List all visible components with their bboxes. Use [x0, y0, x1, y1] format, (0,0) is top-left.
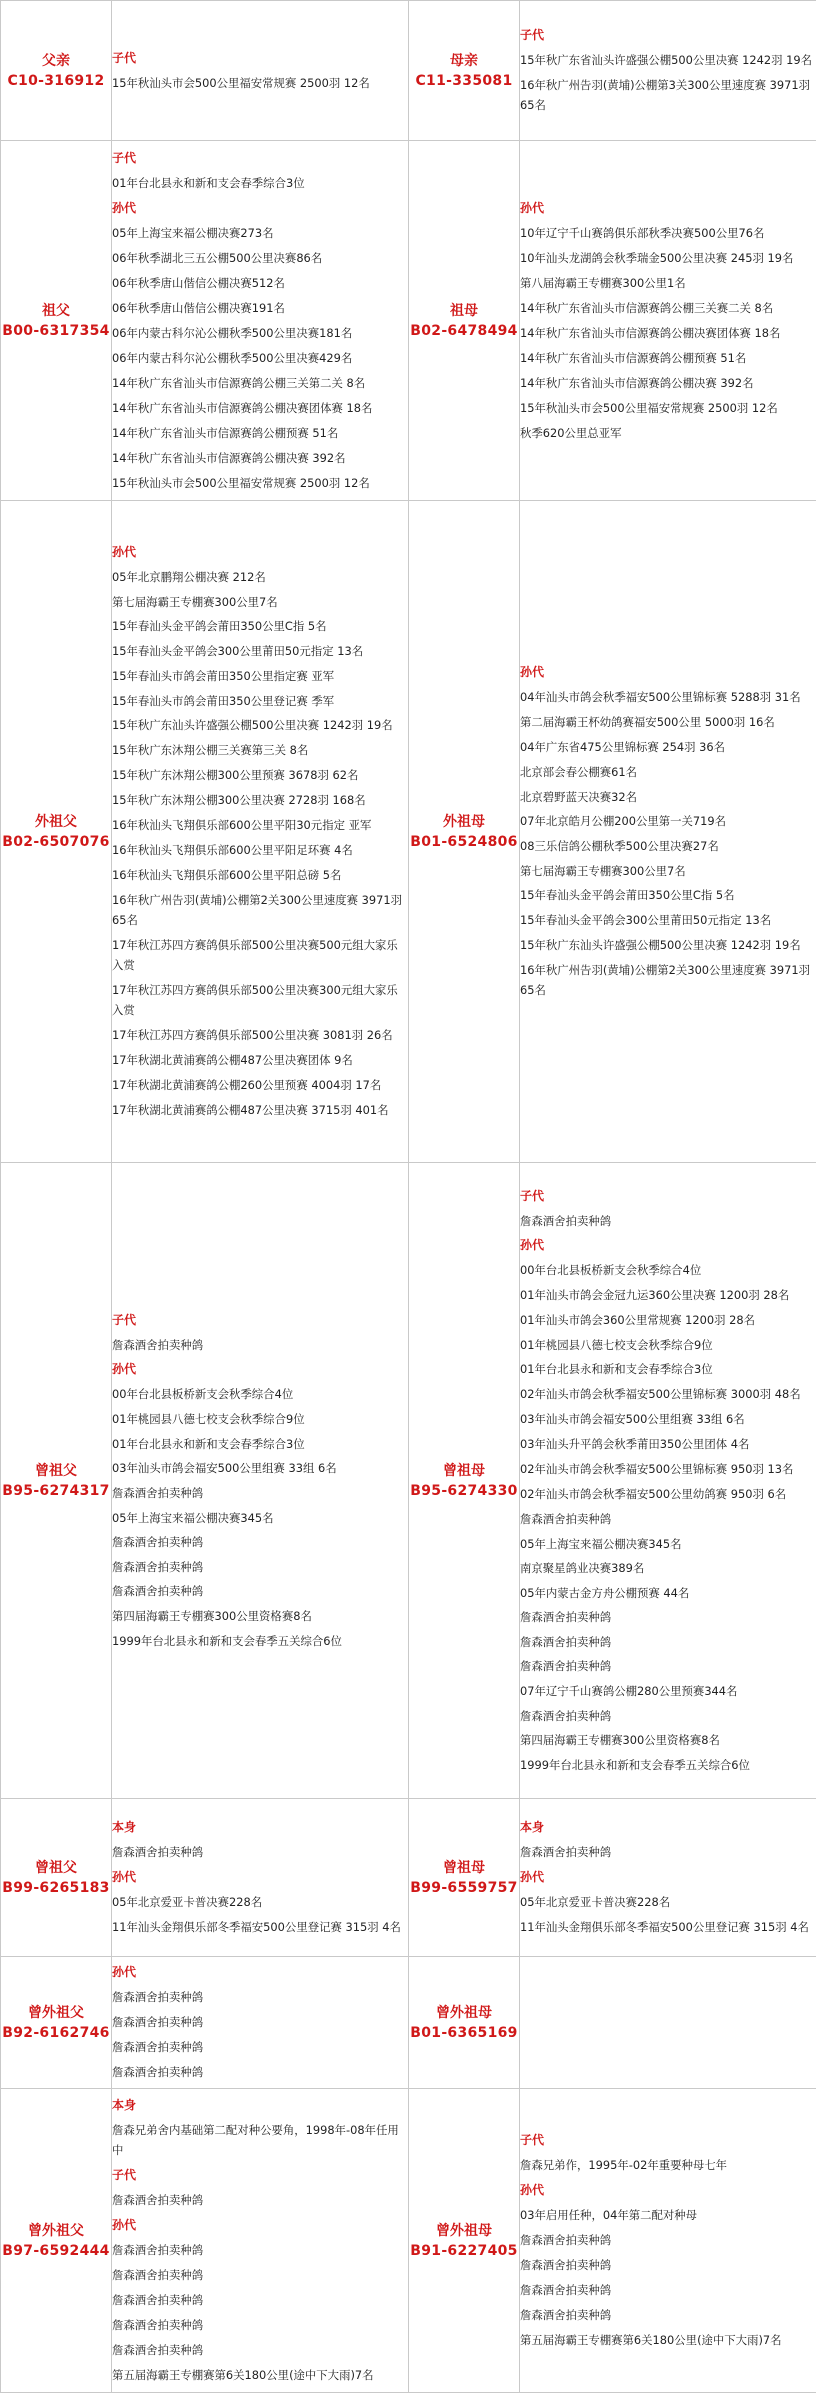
- achievement-line: 詹森酒舍拍卖种鸽: [112, 2035, 408, 2060]
- relation-label: 祖父: [1, 302, 111, 320]
- generation-heading: 本身: [520, 1815, 816, 1840]
- achievement-line: 詹森酒舍拍卖种鸽: [112, 1840, 408, 1865]
- achievement-line: 02年汕头市鸽会秋季福安500公里锦标赛 3000羽 48名: [520, 1382, 816, 1407]
- achievements-cell: [520, 1163, 816, 1799]
- achievement-line: 16年秋汕头飞翔俱乐部600公里平阳总磅 5名: [112, 863, 408, 888]
- achievement-line: 16年秋广州告羽(黄埔)公棚第3关300公里速度赛 3971羽 65名: [520, 73, 816, 118]
- achievement-line: 05年北京爱亚卡普决赛228名: [112, 1890, 408, 1915]
- pedigree-row: [1, 1799, 816, 1957]
- achievement-line: 02年汕头市鸽会秋季福安500公里幼鸽赛 950羽 6名: [520, 1482, 816, 1507]
- achievement-line: 00年台北县板桥新支会秋季综合4位: [520, 1258, 816, 1283]
- generation-heading: 孙代: [112, 1357, 408, 1382]
- pedigree-row: [1, 141, 816, 501]
- achievement-line: 第二届海霸王杯幼鸽赛福安500公里 5000羽 16名: [520, 710, 816, 735]
- achievement-line: 詹森酒舍拍卖种鸽: [112, 2263, 408, 2288]
- ring-number: B02-6507076: [1, 833, 111, 851]
- ring-number: B01-6524806: [409, 833, 519, 851]
- achievement-line: 15年秋汕头市会500公里福安常规赛 2500羽 12名: [520, 396, 816, 421]
- achievement-line: 17年秋江苏四方赛鸽俱乐部500公里决赛 3081羽 26名: [112, 1023, 408, 1048]
- achievement-line: 詹森酒舍拍卖种鸽: [520, 1630, 816, 1655]
- achievement-line: 詹森酒舍拍卖种鸽: [112, 1579, 408, 1604]
- relation-label: 父亲: [1, 52, 111, 70]
- achievement-line: 14年秋广东省汕头市信源赛鸽公棚决赛 392名: [520, 371, 816, 396]
- achievement-line: 15年秋广东汕头许盛强公棚500公里决赛 1242羽 19名: [520, 933, 816, 958]
- achievement-line: 17年秋江苏四方赛鸽俱乐部500公里决赛500元组大家乐 入赏: [112, 933, 408, 978]
- achievement-line: 詹森酒舍拍卖种鸽: [112, 1481, 408, 1506]
- achievement-line: 04年广东省475公里锦标赛 254羽 36名: [520, 735, 816, 760]
- achievement-line: 詹森酒舍拍卖种鸽: [520, 2278, 816, 2303]
- achievement-line: 03年汕头升平鸽会秋季莆田350公里团体 4名: [520, 1432, 816, 1457]
- achievement-line: 15年春汕头金平鸽会300公里莆田50元指定 13名: [520, 908, 816, 933]
- generation-heading: 孙代: [112, 1960, 408, 1985]
- achievement-line: 08三乐信鸽公棚秋季500公里决赛27名: [520, 834, 816, 859]
- achievements-cell: [112, 1957, 409, 2089]
- relation-label: 曾外祖父: [1, 2222, 111, 2240]
- achievement-line: 01年桃园县八德七校支会秋季综合9位: [112, 1407, 408, 1432]
- achievement-line: 03年汕头市鸽会福安500公里组赛 33组 6名: [112, 1456, 408, 1481]
- relation-label: 曾外祖母: [409, 2222, 519, 2240]
- achievement-line: 第四届海霸王专棚赛300公里资格赛8名: [520, 1728, 816, 1753]
- ring-number: B99-6559757: [409, 1879, 519, 1897]
- achievement-line: 14年秋广东省汕头市信源赛鸽公棚预赛 51名: [520, 346, 816, 371]
- achievement-line: 15年春汕头市鸽会莆田350公里登记赛 季军: [112, 689, 408, 714]
- achievement-line: 05年上海宝来福公棚决赛345名: [112, 1506, 408, 1531]
- achievement-line: 詹森酒舍拍卖种鸽: [520, 1840, 816, 1865]
- achievement-line: 第五届海霸王专棚赛第6关180公里(途中下大雨)7名: [520, 2328, 816, 2353]
- achievement-line: 北京部会春公棚赛61名: [520, 760, 816, 785]
- achievement-line: 詹森酒舍拍卖种鸽: [112, 1530, 408, 1555]
- bird-label-cell: [1, 1957, 112, 2089]
- achievement-line: 10年汕头龙湖鸽会秋季瑞金500公里决赛 245羽 19名: [520, 246, 816, 271]
- achievement-line: 1999年台北县永和新和支会春季五关综合6位: [112, 1629, 408, 1654]
- ring-number: B95-6274330: [409, 1482, 519, 1500]
- achievement-line: 16年秋汕头飞翔俱乐部600公里平阳足环赛 4名: [112, 838, 408, 863]
- generation-heading: 孙代: [520, 1865, 816, 1890]
- ring-number: B00-6317354: [1, 322, 111, 340]
- bird-label-cell: [1, 1, 112, 141]
- achievement-line: 11年汕头金翔俱乐部冬季福安500公里登记赛 315羽 4名: [520, 1915, 816, 1940]
- ring-number: B99-6265183: [1, 1879, 111, 1897]
- achievement-line: 17年秋湖北黄浦赛鸽公棚487公里决赛团体 9名: [112, 1048, 408, 1073]
- achievement-line: 1999年台北县永和新和支会春季五关综合6位: [520, 1753, 816, 1778]
- bird-label-cell: [409, 1163, 520, 1799]
- achievement-line: 15年秋广东省汕头许盛强公棚500公里决赛 1242羽 19名: [520, 48, 816, 73]
- achievement-line: 16年秋汕头飞翔俱乐部600公里平阳30元指定 亚军: [112, 813, 408, 838]
- achievement-line: 06年秋季湖北三五公棚500公里决赛86名: [112, 246, 408, 271]
- pedigree-row: [1, 1957, 816, 2089]
- achievement-line: 詹森酒舍拍卖种鸽: [112, 2313, 408, 2338]
- achievement-line: 17年秋湖北黄浦赛鸽公棚260公里预赛 4004羽 17名: [112, 1073, 408, 1098]
- achievement-line: 15年秋广东汕头许盛强公棚500公里决赛 1242羽 19名: [112, 713, 408, 738]
- achievement-line: 01年台北县永和新和支会春季综合3位: [112, 1432, 408, 1457]
- achievement-line: 詹森酒舍拍卖种鸽: [520, 1605, 816, 1630]
- achievements-cell: [112, 141, 409, 501]
- achievement-line: 詹森酒舍拍卖种鸽: [112, 2060, 408, 2085]
- achievement-line: 詹森酒舍拍卖种鸽: [112, 1555, 408, 1580]
- achievement-line: 詹森酒舍拍卖种鸽: [520, 1209, 816, 1234]
- achievement-line: 詹森酒舍拍卖种鸽: [520, 2228, 816, 2253]
- bird-label-cell: [409, 1799, 520, 1957]
- achievement-line: 07年辽宁千山赛鸽公棚280公里预赛344名: [520, 1679, 816, 1704]
- achievement-line: 詹森酒舍拍卖种鸽: [112, 2238, 408, 2263]
- achievement-line: 14年秋广东省汕头市信源赛鸽公棚预赛 51名: [112, 421, 408, 446]
- pedigree-row: [1, 501, 816, 1163]
- generation-heading: 孙代: [520, 2178, 816, 2203]
- achievement-line: 詹森酒舍拍卖种鸽: [520, 1704, 816, 1729]
- achievement-line: 詹森酒舍拍卖种鸽: [112, 2288, 408, 2313]
- relation-label: 祖母: [409, 302, 519, 320]
- achievement-line: 05年北京爱亚卡普决赛228名: [520, 1890, 816, 1915]
- bird-label-cell: [409, 141, 520, 501]
- achievement-line: 05年北京鹏翔公棚决赛 212名: [112, 565, 408, 590]
- achievement-line: 06年秋季唐山偕信公棚决赛512名: [112, 271, 408, 296]
- achievement-line: 第七届海霸王专棚赛300公里7名: [112, 590, 408, 615]
- achievement-line: 05年上海宝来福公棚决赛273名: [112, 221, 408, 246]
- achievement-line: 詹森酒舍拍卖种鸽: [112, 2338, 408, 2363]
- achievement-line: 第七届海霸王专棚赛300公里7名: [520, 859, 816, 884]
- generation-heading: 孙代: [520, 196, 816, 221]
- achievement-line: 07年北京皓月公棚200公里第一关719名: [520, 809, 816, 834]
- achievement-line: 10年辽宁千山赛鸽俱乐部秋季决赛500公里76名: [520, 221, 816, 246]
- achievements-cell: [520, 1957, 816, 2089]
- bird-label-cell: [409, 2089, 520, 2393]
- generation-heading: 子代: [520, 2128, 816, 2153]
- achievement-line: 詹森酒舍拍卖种鸽: [112, 1985, 408, 2010]
- achievement-line: 15年春汕头市鸽会莆田350公里指定赛 亚军: [112, 664, 408, 689]
- relation-label: 外祖父: [1, 813, 111, 831]
- ring-number: B95-6274317: [1, 1482, 111, 1500]
- ring-number: B97-6592444: [1, 2242, 111, 2260]
- achievement-line: 02年汕头市鸽会秋季福安500公里锦标赛 950羽 13名: [520, 1457, 816, 1482]
- achievement-line: 第四届海霸王专棚赛300公里资格赛8名: [112, 1604, 408, 1629]
- achievement-line: 14年秋广东省汕头市信源赛鸽公棚决赛 392名: [112, 446, 408, 471]
- achievements-cell: [112, 1163, 409, 1799]
- achievements-cell: [520, 141, 816, 501]
- generation-heading: 子代: [520, 23, 816, 48]
- pedigree-row: [1, 1163, 816, 1799]
- achievement-line: 15年秋汕头市会500公里福安常规赛 2500羽 12名: [112, 71, 408, 96]
- achievement-line: 17年秋湖北黄浦赛鸽公棚487公里决赛 3715羽 401名: [112, 1098, 408, 1123]
- achievement-line: 14年秋广东省汕头市信源赛鸽公棚三关第二关 8名: [112, 371, 408, 396]
- achievement-line: 14年秋广东省汕头市信源赛鸽公棚决赛团体赛 18名: [112, 396, 408, 421]
- achievement-line: 15年春汕头金平鸽会300公里莆田50元指定 13名: [112, 639, 408, 664]
- achievements-cell: [112, 501, 409, 1163]
- achievement-line: 00年台北县板桥新支会秋季综合4位: [112, 1382, 408, 1407]
- achievement-line: 秋季620公里总亚军: [520, 421, 816, 446]
- achievement-line: 03年启用任种，04年第二配对种母: [520, 2203, 816, 2228]
- achievement-line: 15年秋汕头市会500公里福安常规赛 2500羽 12名: [112, 471, 408, 496]
- relation-label: 外祖母: [409, 813, 519, 831]
- achievement-line: 詹森酒舍拍卖种鸽: [112, 1333, 408, 1358]
- achievement-line: 詹森兄弟作，1995年-02年重要种母七年: [520, 2153, 816, 2178]
- achievement-line: 01年汕头市鸽会金冠九运360公里决赛 1200羽 28名: [520, 1283, 816, 1308]
- achievement-line: 01年台北县永和新和支会春季综合3位: [112, 171, 408, 196]
- achievement-line: 詹森酒舍拍卖种鸽: [520, 1507, 816, 1532]
- achievement-line: 01年台北县永和新和支会春季综合3位: [520, 1357, 816, 1382]
- relation-label: 曾祖母: [409, 1859, 519, 1877]
- achievements-cell: [520, 2089, 816, 2393]
- generation-heading: 孙代: [112, 1865, 408, 1890]
- ring-number: B01-6365169: [409, 2024, 519, 2042]
- achievement-line: 15年秋广东沐翔公棚300公里决赛 2728羽 168名: [112, 788, 408, 813]
- generation-heading: 本身: [112, 2093, 408, 2118]
- achievement-line: 詹森酒舍拍卖种鸽: [112, 2010, 408, 2035]
- achievements-cell: [520, 1799, 816, 1957]
- ring-number: B91-6227405: [409, 2242, 519, 2260]
- ring-number: C11-335081: [409, 72, 519, 90]
- achievement-line: 詹森兄弟舍内基础第二配对种公要角，1998年-08年任用中: [112, 2118, 408, 2163]
- achievement-line: 06年内蒙古科尔沁公棚秋季500公里决赛181名: [112, 321, 408, 346]
- relation-label: 曾祖父: [1, 1859, 111, 1877]
- achievements-cell: [112, 1, 409, 141]
- achievement-line: 詹森酒舍拍卖种鸽: [520, 2303, 816, 2328]
- bird-label-cell: [1, 501, 112, 1163]
- pedigree-row: [1, 2089, 816, 2393]
- generation-heading: 孙代: [520, 660, 816, 685]
- achievement-line: 15年秋广东沐翔公棚300公里预赛 3678羽 62名: [112, 763, 408, 788]
- achievement-line: 05年内蒙古金方舟公棚预赛 44名: [520, 1581, 816, 1606]
- achievement-line: 南京聚星鸽业决赛389名: [520, 1556, 816, 1581]
- pedigree-body: [1, 1, 816, 2393]
- achievement-line: 01年桃园县八德七校支会秋季综合9位: [520, 1333, 816, 1358]
- achievements-cell: [520, 1, 816, 141]
- achievement-line: 14年秋广东省汕头市信源赛鸽公棚三关赛二关 8名: [520, 296, 816, 321]
- bird-label-cell: [1, 2089, 112, 2393]
- generation-heading: 孙代: [112, 2213, 408, 2238]
- achievement-line: 詹森酒舍拍卖种鸽: [520, 2253, 816, 2278]
- achievement-line: 詹森酒舍拍卖种鸽: [520, 1654, 816, 1679]
- achievement-line: 15年春汕头金平鸽会莆田350公里C指 5名: [112, 614, 408, 639]
- achievement-line: 14年秋广东省汕头市信源赛鸽公棚决赛团体赛 18名: [520, 321, 816, 346]
- achievement-line: 16年秋广州告羽(黄埔)公棚第2关300公里速度赛 3971羽 65名: [112, 888, 408, 933]
- generation-heading: 本身: [112, 1815, 408, 1840]
- generation-heading: 孙代: [520, 1233, 816, 1258]
- bird-label-cell: [409, 501, 520, 1163]
- ring-number: B02-6478494: [409, 322, 519, 340]
- ring-number: C10-316912: [1, 72, 111, 90]
- generation-heading: 子代: [112, 46, 408, 71]
- ring-number: B92-6162746: [1, 2024, 111, 2042]
- achievement-line: 第五届海霸王专棚赛第6关180公里(途中下大雨)7名: [112, 2363, 408, 2388]
- achievement-line: 16年秋广州告羽(黄埔)公棚第2关300公里速度赛 3971羽 65名: [520, 958, 816, 1003]
- generation-heading: 子代: [112, 1308, 408, 1333]
- bird-label-cell: [409, 1, 520, 141]
- achievement-line: 北京碧野蓝天决赛32名: [520, 785, 816, 810]
- achievement-line: 11年汕头金翔俱乐部冬季福安500公里登记赛 315羽 4名: [112, 1915, 408, 1940]
- achievement-line: 01年汕头市鸽会360公里常规赛 1200羽 28名: [520, 1308, 816, 1333]
- achievement-line: 03年汕头市鸽会福安500公里组赛 33组 6名: [520, 1407, 816, 1432]
- generation-heading: 子代: [520, 1184, 816, 1209]
- generation-heading: 孙代: [112, 196, 408, 221]
- generation-heading: 子代: [112, 2163, 408, 2188]
- relation-label: 曾祖父: [1, 1462, 111, 1480]
- relation-label: 曾外祖父: [1, 2004, 111, 2022]
- bird-label-cell: [1, 1799, 112, 1957]
- relation-label: 曾外祖母: [409, 2004, 519, 2022]
- achievement-line: 詹森酒舍拍卖种鸽: [112, 2188, 408, 2213]
- achievements-cell: [520, 501, 816, 1163]
- relation-label: 曾祖母: [409, 1462, 519, 1480]
- achievement-line: 15年秋广东沐翔公棚三关赛第三关 8名: [112, 738, 408, 763]
- achievements-cell: [112, 2089, 409, 2393]
- generation-heading: 子代: [112, 146, 408, 171]
- achievements-cell: [112, 1799, 409, 1957]
- achievement-line: 06年秋季唐山偕信公棚决赛191名: [112, 296, 408, 321]
- bird-label-cell: [1, 141, 112, 501]
- achievement-line: 15年春汕头金平鸽会莆田350公里C指 5名: [520, 883, 816, 908]
- achievement-line: 05年上海宝来福公棚决赛345名: [520, 1532, 816, 1557]
- achievement-line: 第八届海霸王专棚赛300公里1名: [520, 271, 816, 296]
- generation-heading: 孙代: [112, 540, 408, 565]
- relation-label: 母亲: [409, 52, 519, 70]
- achievement-line: 17年秋江苏四方赛鸽俱乐部500公里决赛300元组大家乐 入赏: [112, 978, 408, 1023]
- achievement-line: 06年内蒙古科尔沁公棚秋季500公里决赛429名: [112, 346, 408, 371]
- bird-label-cell: [409, 1957, 520, 2089]
- achievement-line: 04年汕头市鸽会秋季福安500公里锦标赛 5288羽 31名: [520, 685, 816, 710]
- pedigree-row: [1, 1, 816, 141]
- bird-label-cell: [1, 1163, 112, 1799]
